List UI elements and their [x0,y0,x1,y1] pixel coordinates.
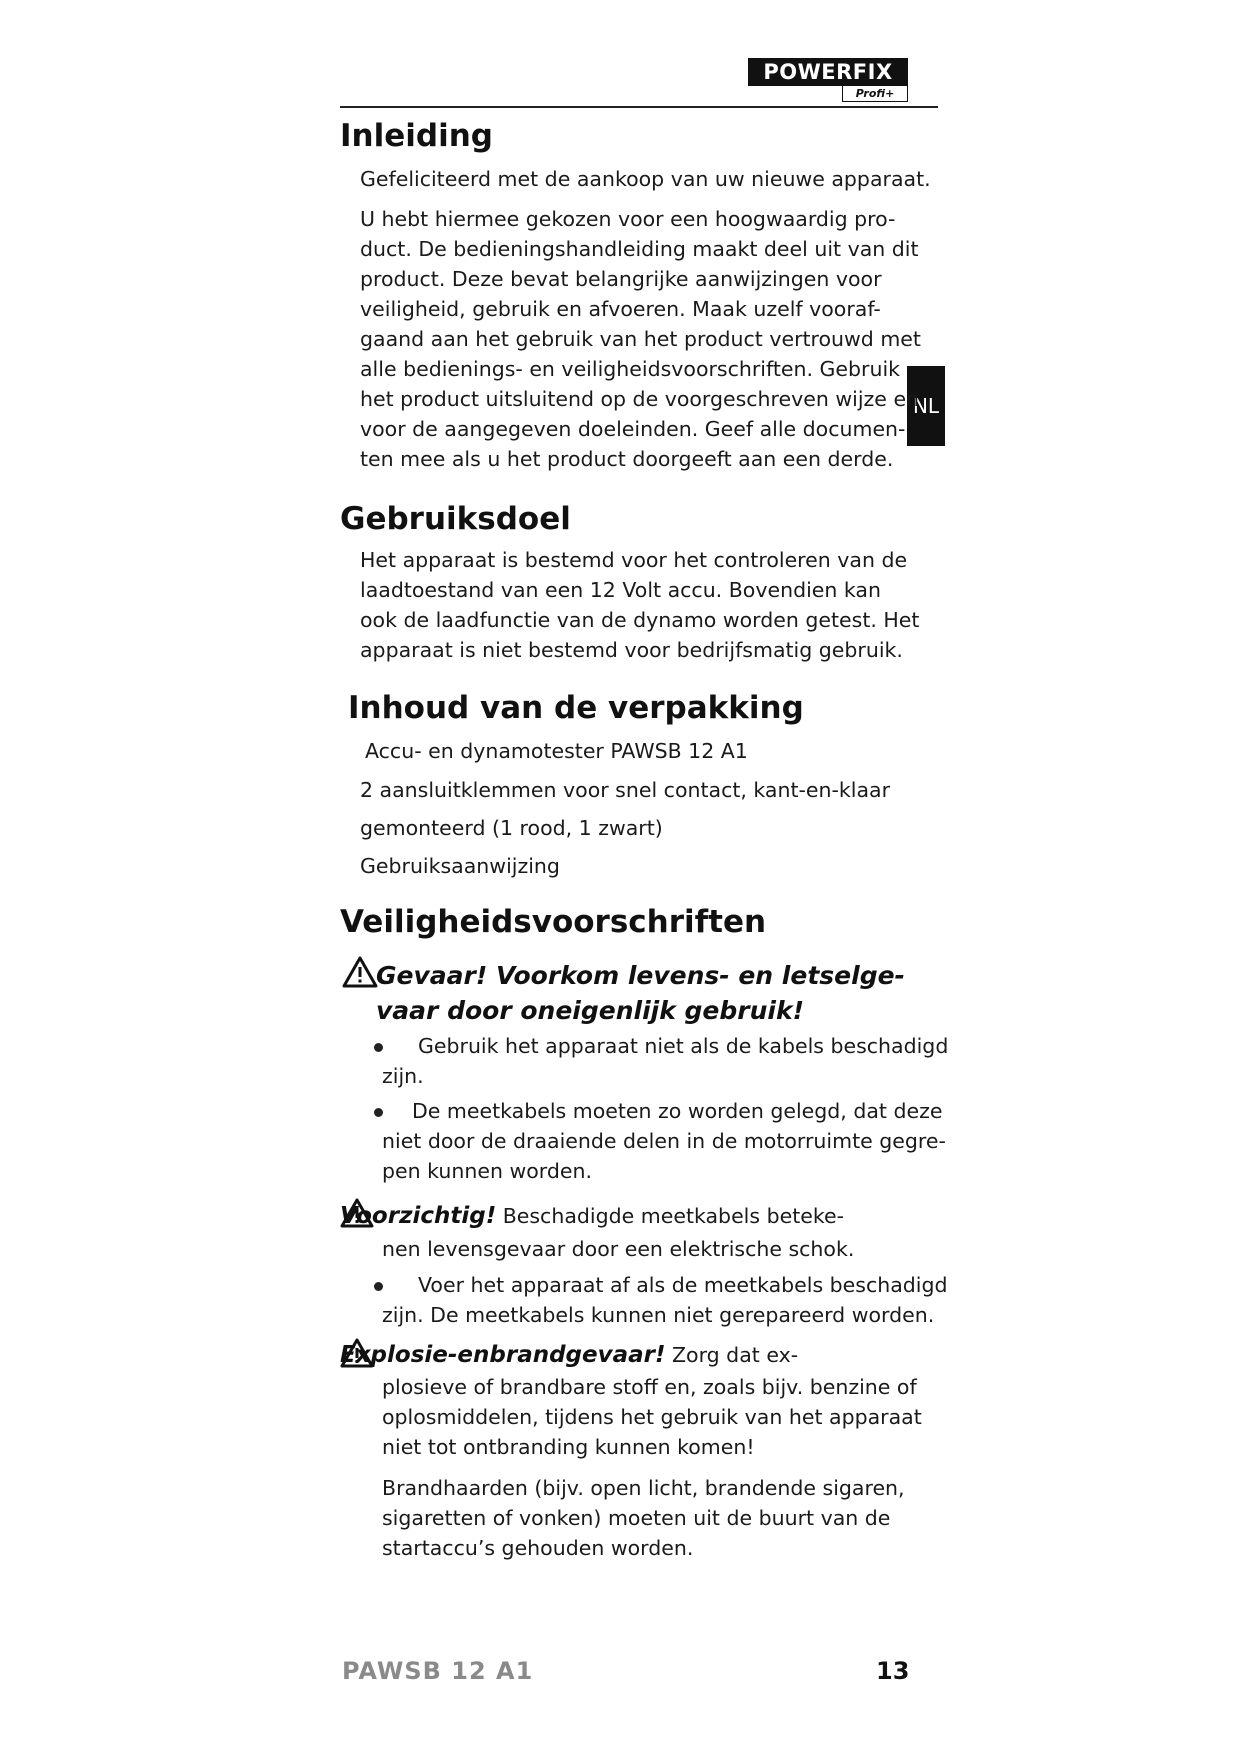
caution-title: Voorzichtig! [340,1203,497,1229]
header-divider [340,106,938,108]
danger-bullet-2: De meetkabels moeten zo worden gelegd, dat deze niet door de draaiende delen in de motorruimte gegre- pen kunnen worden. [382,1099,946,1183]
contents-item-4: Gebruiksaanwijzing [360,854,560,878]
brand-sub: Profi+ [842,85,908,102]
explosion-paragraph-1: plosieve of brandbare stoff en, zoals bijv. benzine of oplosmiddelen, tijdens het gebruik van het apparaat niet tot ontbranding kunnen komen! [382,1375,922,1459]
explosion-paragraph-2: Brandhaarden (bijv. open licht, brandende sigaren, sigaretten of vonken) moeten uit de buurt van de startaccu’s gehouden worden. [382,1476,905,1560]
intro-paragraph-1: Gefeliciteerd met de aankoop van uw nieuwe apparaat. [360,167,931,191]
danger-bullet-1: Gebruik het apparaat niet als de kabels beschadigd zijn. [382,1034,949,1088]
intro-paragraph-2: U hebt hiermee gekozen voor een hoogwaardig pro- duct. De bedieningshandleiding maakt deel uit van dit product. Deze bevat belangrijke aanwijzingen voor veiligheid, gebruik en afvoeren. Maak uzelf vooraf- gaand aan het gebruik van het product vertrouwd met alle bedienings- en veiligheidsvoorschriften. Gebruik het product uitsluitend op de voorgeschreven wijze en voor de aangegeven doeleinden. Geef alle documen- ten mee als u het product doorgeeft aan een derde. [360,207,921,471]
page-number: 13 [876,1657,910,1685]
brand-logo [748,58,910,102]
explosion-text: Zorg dat ex- [665,1343,799,1367]
brand-name: POWERFIX [748,58,908,86]
warning-triangle-icon [342,956,378,988]
danger-title: Gevaar! Voorkom levens- en letselge- vaar door oneigenlijk gebruik! [376,961,905,1025]
caution-text: Beschadigde meetkabels beteke- [496,1204,844,1228]
contents-item-3: gemonteerd (1 rood, 1 zwart) [360,816,663,840]
explosion-title: Explosie-enbrandgevaar! [340,1342,666,1368]
heading-contents: Inhoud van de verpakking [348,690,804,726]
caution-line-2: nen levensgevaar door een elektrische schok. [382,1237,855,1261]
contents-item-1: Accu- en dynamotester PAWSB 12 A1 [365,739,748,763]
heading-intro: Inleiding [340,118,493,154]
explosion-line-1 [340,1340,798,1370]
caution-line-1 [340,1201,844,1231]
heading-purpose: Gebruiksdoel [340,501,571,537]
language-tab: NL [907,366,945,446]
footer-model: PAWSB 12 A1 [342,1657,534,1685]
purpose-paragraph: Het apparaat is bestemd voor het controleren van de laadtoestand van een 12 Volt accu. Bovendien kan ook de laadfunctie van de dynamo worden getest. Het apparaat is niet bestemd voor bedrijfsmatig gebruik. [360,548,920,662]
heading-safety: Veiligheidsvoorschriften [340,904,767,940]
caution-bullet-1: Voer het apparaat af als de meetkabels beschadigd zijn. De meetkabels kunnen niet gerepareerd worden. [382,1273,948,1327]
contents-item-2: 2 aansluitklemmen voor snel contact, kant-en-klaar [360,778,891,802]
